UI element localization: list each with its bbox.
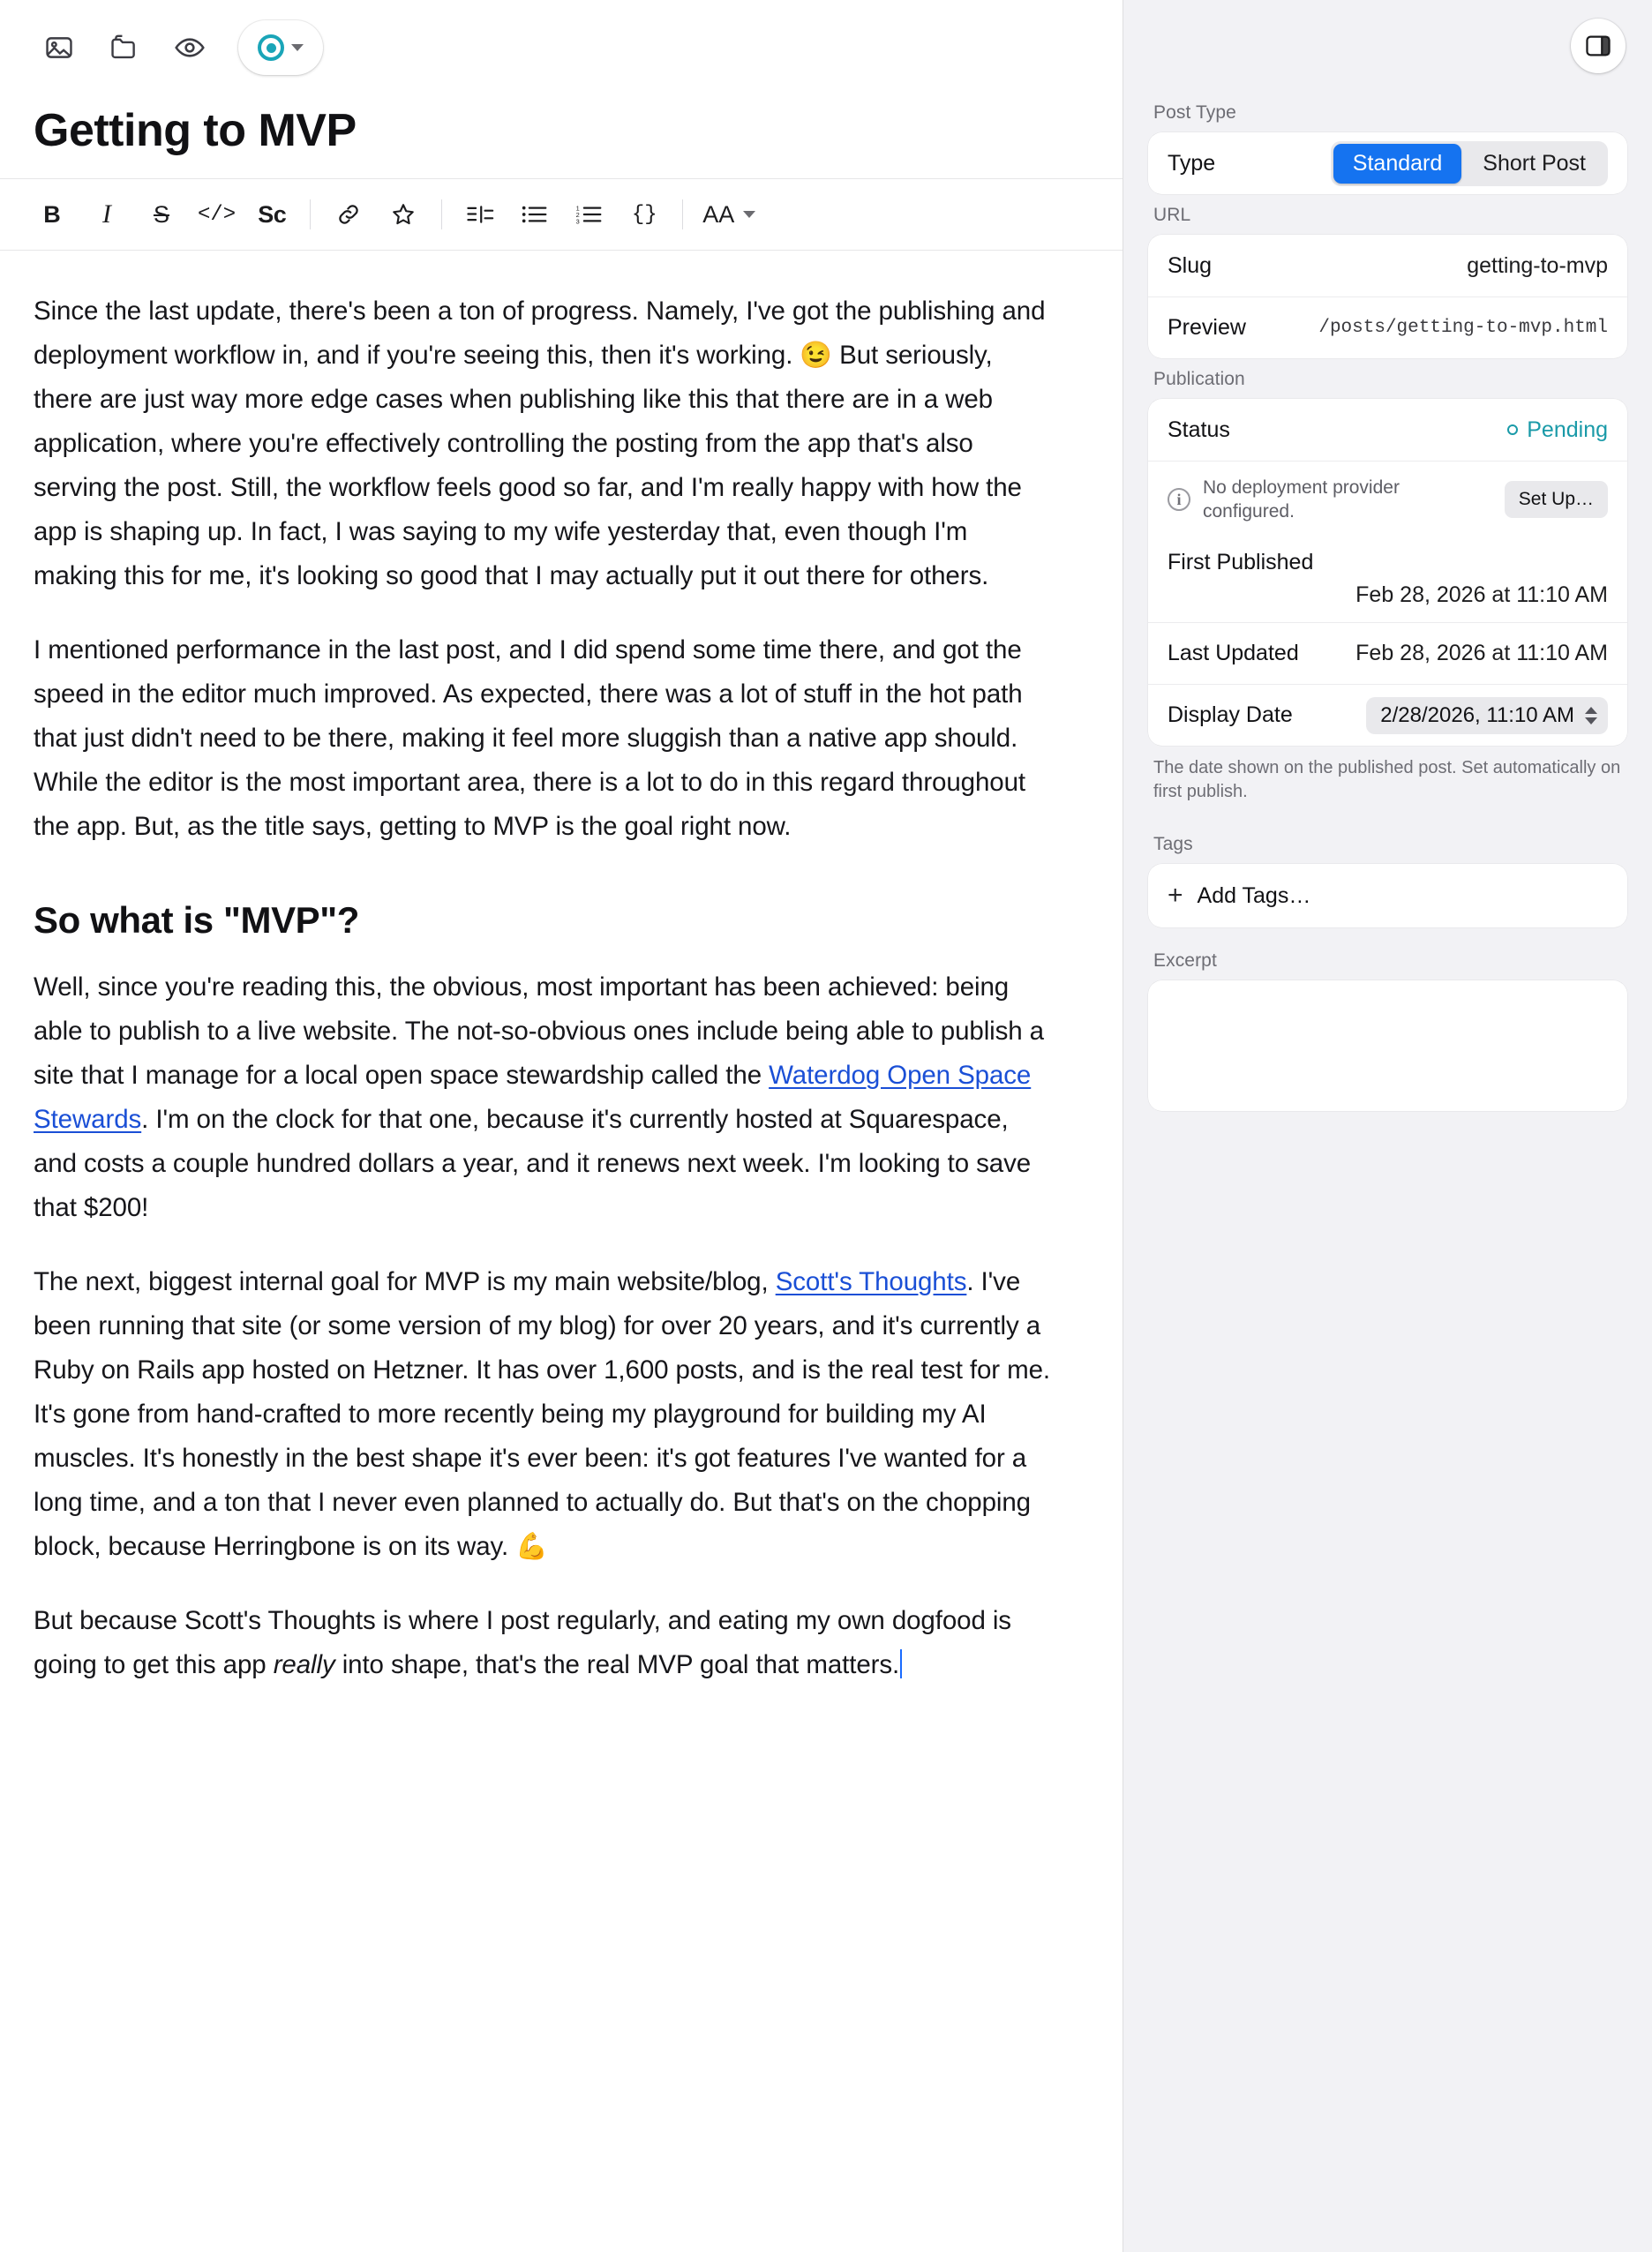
toolbar-divider bbox=[310, 199, 311, 229]
format-toolbar bbox=[0, 178, 1123, 251]
chevron-down-icon bbox=[291, 44, 304, 51]
chevron-down-icon[interactable] bbox=[1585, 717, 1597, 724]
paragraph bbox=[34, 1260, 1057, 1569]
svg-text:2: 2 bbox=[575, 210, 580, 219]
bold-button[interactable]: B bbox=[43, 200, 61, 228]
paragraph-text: . I'm on the clock for that one, because it's currently hosted at Squarespace, and costs a couple hundred dollars a year, and it renews next week. I'm looking to save that $200! bbox=[34, 1105, 1032, 1223]
text-style-label: AA bbox=[702, 200, 735, 228]
italic-button[interactable]: I bbox=[102, 199, 111, 229]
strikethrough-button[interactable]: S bbox=[153, 200, 169, 228]
set-up-button[interactable]: Set Up… bbox=[1505, 481, 1608, 518]
display-date-row bbox=[1148, 684, 1627, 746]
svg-text:3: 3 bbox=[575, 217, 580, 226]
preview-value: /posts/getting-to-mvp.html bbox=[1318, 318, 1608, 338]
status-dot-icon bbox=[258, 34, 284, 61]
segment-standard[interactable]: Standard bbox=[1333, 144, 1461, 184]
first-published-value: Feb 28, 2026 at 11:10 AM bbox=[1355, 582, 1608, 607]
display-date-stepper[interactable] bbox=[1366, 697, 1608, 734]
text-style-button[interactable] bbox=[695, 189, 762, 240]
slug-label: Slug bbox=[1168, 252, 1213, 278]
plus-icon: + bbox=[1168, 881, 1183, 910]
section-label-url: URL bbox=[1153, 205, 1191, 225]
chevron-up-icon[interactable] bbox=[1585, 707, 1597, 714]
first-published-row bbox=[1148, 537, 1627, 622]
last-updated-row bbox=[1148, 622, 1627, 684]
paragraph: Since the last update, there's been a ton of progress. Namely, I've got the publishing and deployment workflow in, and if you're seeing this, then it's working. 😉 But seriously, there are just way more edge cases when publishing like this that there are in a web application, where you're effectively controlling the posting from the app that's also serving the post. Still, the workflow feels good so far, and I'm really happy with how the app is shaping up. In fact, I was saying to my wife yesterday that, even though I'm making this for me, it's looking so good that I may actually put it out there for others. bbox=[34, 297, 1046, 590]
post-type-label: Type bbox=[1168, 150, 1216, 176]
tags-card bbox=[1148, 864, 1627, 927]
paragraph-text: The next, biggest internal goal for MVP is my main website/blog, bbox=[34, 1267, 776, 1297]
page-title[interactable]: Getting to MVP bbox=[34, 105, 357, 156]
stepper-arrows-icon[interactable] bbox=[1585, 707, 1597, 724]
image-icon[interactable] bbox=[30, 19, 88, 77]
post-type-card bbox=[1148, 132, 1627, 194]
paragraph-text: Well, since you're reading this, the obvious, most important has been achieved: being able to publish to a live website. The not-so-obvious ones include being able to publish a site that I manage for a local open space stewardship called the bbox=[34, 972, 1044, 1091]
star-icon[interactable] bbox=[378, 189, 429, 240]
section-label-post-type: Post Type bbox=[1153, 102, 1236, 123]
svg-text:1: 1 bbox=[575, 204, 580, 213]
deployment-notice-text: No deployment provider configured. bbox=[1203, 477, 1400, 522]
publication-card bbox=[1148, 399, 1627, 746]
display-date-value[interactable]: 2/28/2026, 11:10 AM bbox=[1380, 702, 1574, 727]
first-published-label: First Published bbox=[1168, 550, 1314, 574]
paragraph: I mentioned performance in the last post, and I did spend some time there, and got the speed in the editor much improved. As expected, there was a lot of stuff in the hot path that just didn't need to be there, making it feel more sluggish than a native app should. While the editor is the most important area, there is a lot to do in this regard throughout the app. But, as the title says, getting to MVP is the goal right now. bbox=[34, 635, 1025, 841]
display-date-helper-text: The date shown on the published post. Set automatically on first publish. bbox=[1153, 758, 1621, 801]
last-updated-value: Feb 28, 2026 at 11:10 AM bbox=[1355, 641, 1608, 665]
text-cursor bbox=[900, 1649, 902, 1678]
link-scotts-thoughts[interactable]: Scott's Thoughts bbox=[775, 1267, 967, 1297]
publish-status-chip[interactable] bbox=[238, 20, 323, 75]
url-card bbox=[1148, 235, 1627, 358]
paragraph-text: But because Scott's Thoughts is where I post regularly, and eating my own dogfood is going to get this app bbox=[34, 1606, 1011, 1680]
section-label-publication: Publication bbox=[1153, 369, 1245, 389]
status-badge bbox=[1507, 417, 1608, 443]
last-updated-label: Last Updated bbox=[1168, 641, 1299, 665]
blockquote-icon[interactable] bbox=[454, 189, 506, 240]
segment-short-post[interactable]: Short Post bbox=[1483, 150, 1586, 176]
paragraph-text: . I've been running that site (or some version of my blog) for over 20 years, and it's currently a Ruby on Rails app hosted on Hetzner. It has over 1,600 posts, and is the real test for me. It's gone from hand-crafted to more recently being my playground for building my AI muscles. It's honestly in the best shape it's ever been: it's got features I've wanted for a long time, and a ton that I never even planned to actually do. But that's on the chopping block, because Herringbone is on its way. 💪 bbox=[34, 1267, 1050, 1562]
deployment-notice-row bbox=[1148, 461, 1627, 537]
toolbar-divider bbox=[682, 199, 683, 229]
paragraph-text: into shape, that's the real MVP goal that matters. bbox=[334, 1650, 900, 1680]
section-label-excerpt: Excerpt bbox=[1153, 950, 1217, 971]
post-type-row bbox=[1148, 132, 1627, 194]
status-row bbox=[1148, 399, 1627, 461]
code-block-button[interactable]: {} bbox=[631, 202, 657, 227]
info-icon: i bbox=[1168, 488, 1190, 511]
add-tags-button[interactable] bbox=[1148, 864, 1627, 927]
emphasis-text: really bbox=[273, 1650, 335, 1680]
slug-row[interactable] bbox=[1148, 235, 1627, 297]
inline-code-button[interactable]: </> bbox=[198, 202, 237, 227]
inspector-panel bbox=[1123, 0, 1652, 2252]
folder-icon[interactable] bbox=[95, 19, 154, 77]
chevron-down-icon bbox=[743, 211, 755, 218]
preview-row bbox=[1148, 297, 1627, 358]
inspector-toggle-icon[interactable] bbox=[1571, 19, 1626, 73]
status-dot-icon bbox=[1507, 424, 1518, 435]
bullet-list-icon[interactable] bbox=[509, 189, 560, 240]
editor-toolbar bbox=[0, 0, 1123, 95]
link-waterdog[interactable]: Waterdog Open Space Stewards bbox=[34, 1061, 1032, 1135]
section-heading: So what is "MVP"? bbox=[34, 899, 360, 941]
slug-value[interactable]: getting-to-mvp bbox=[1467, 252, 1608, 278]
paragraph bbox=[34, 965, 1057, 1230]
post-type-segmented-control[interactable] bbox=[1331, 141, 1608, 186]
link-icon[interactable] bbox=[323, 189, 374, 240]
display-date-label: Display Date bbox=[1168, 702, 1293, 727]
small-caps-button[interactable]: Sc bbox=[258, 200, 287, 228]
add-tags-label: Add Tags… bbox=[1197, 882, 1311, 908]
numbered-list-icon[interactable] bbox=[564, 189, 615, 240]
status-label: Status bbox=[1168, 417, 1230, 442]
document-body[interactable] bbox=[0, 251, 1123, 2252]
toolbar-divider bbox=[441, 199, 442, 229]
section-label-tags: Tags bbox=[1153, 834, 1193, 854]
eye-icon[interactable] bbox=[161, 19, 219, 77]
status-value: Pending bbox=[1527, 417, 1608, 442]
excerpt-input[interactable] bbox=[1148, 980, 1627, 1111]
paragraph bbox=[34, 1599, 1057, 1687]
preview-label: Preview bbox=[1168, 315, 1246, 340]
inspector-topbar bbox=[1123, 0, 1652, 92]
